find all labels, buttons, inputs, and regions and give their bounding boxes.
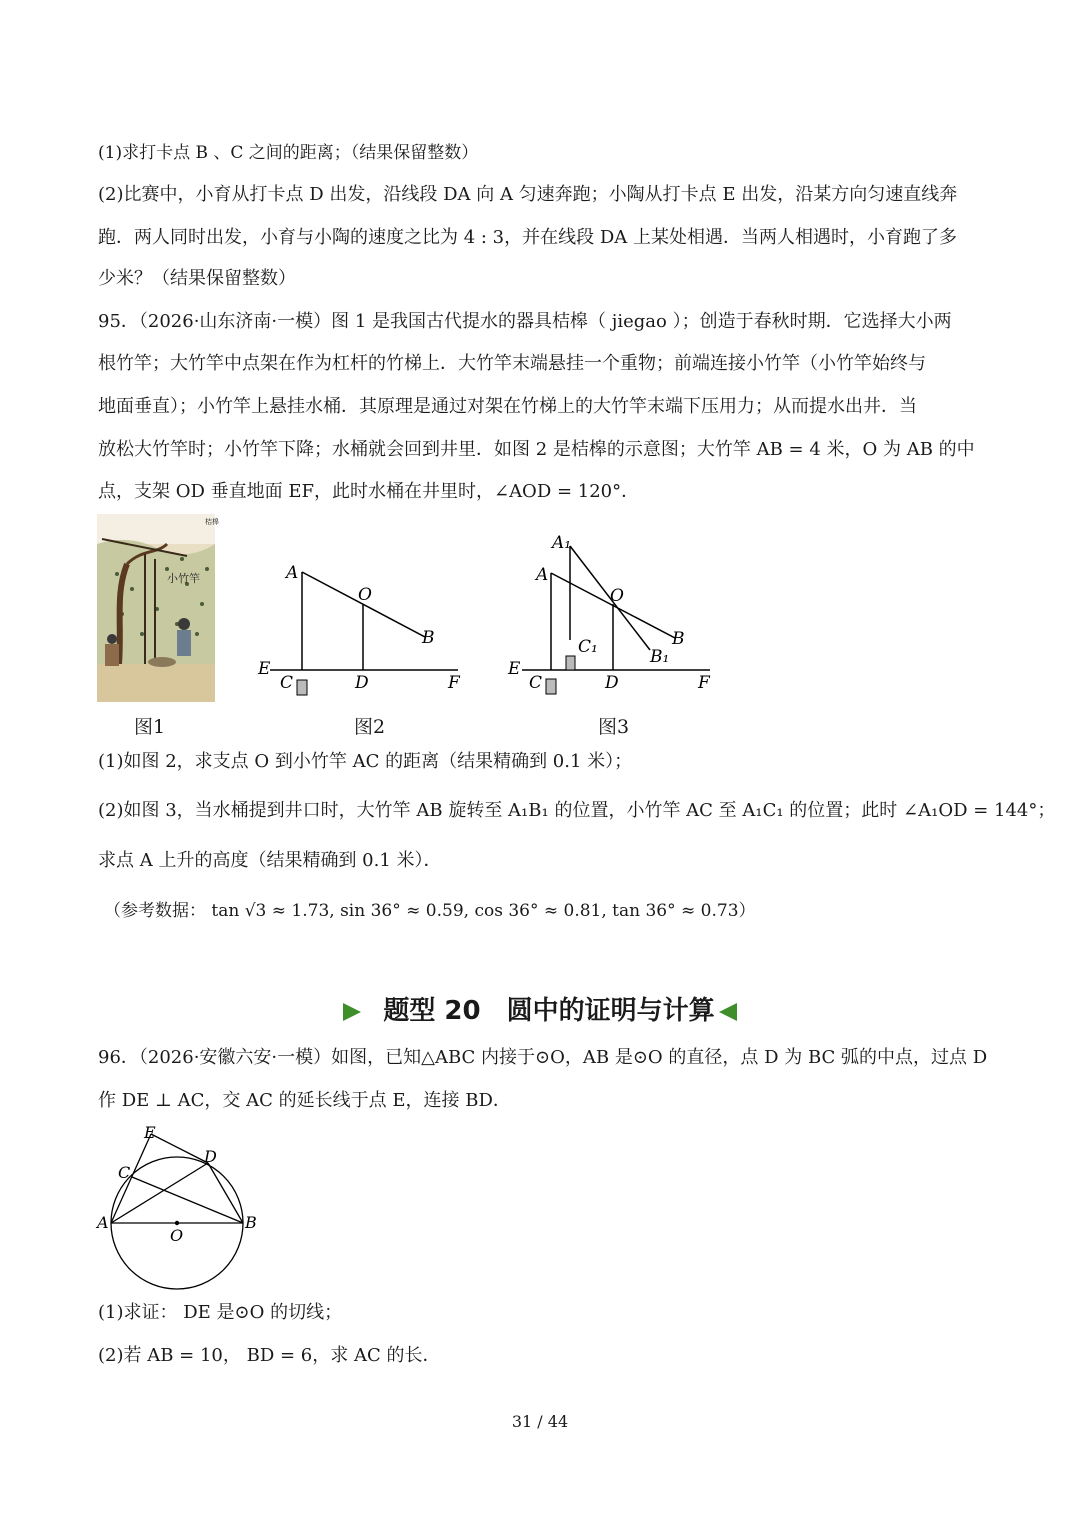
q95-line5: 点，支架 OD 垂直地面 EF，此时水桶在井里时，∠AOD = 120°． (98, 481, 640, 502)
q96-sub2: (2)若 AB = 10， BD = 6，求 AC 的长． (98, 1345, 441, 1366)
prev-q2-line3: 少米？（结果保留整数） (98, 268, 296, 289)
q95-sub2-line1: (2)如图 3，当水桶提到井口时，大竹竿 AB 旋转至 A₁B₁ 的位置，小竹竿 AC 至 A₁C₁ 的位置；此时 ∠A₁OD = 144°； (98, 800, 1056, 821)
fig3-label-a1: A₁ (552, 533, 572, 553)
q96-label-o: O (170, 1226, 184, 1245)
q96-line2: 作 DE ⊥ AC，交 AC 的延长线于点 E，连接 BD． (98, 1090, 511, 1111)
fig3-label-d: D (605, 673, 619, 693)
fig2-label-o: O (358, 585, 372, 605)
section-title: 题型 20 圆中的证明与计算 (383, 996, 715, 1026)
fig3-label-f: F (698, 673, 710, 693)
fig2-label-a: A (286, 563, 299, 583)
triangle-right-icon (343, 1003, 361, 1021)
q96-label-a: A (97, 1213, 109, 1232)
q96-label-d: D (204, 1147, 217, 1166)
prev-q2-line2: 跑．两人同时出发，小育与小陶的速度之比为 4 : 3，并在线段 DA 上某处相遇．当两人相遇时，小育跑了多 (98, 227, 958, 248)
fig3-label-e: E (508, 659, 521, 679)
q96-label-c: C (118, 1163, 131, 1182)
fig2-label-d: D (355, 673, 369, 693)
fig2-label-e: E (258, 659, 271, 679)
q96-label-e: E (144, 1123, 156, 1142)
fig2-label-f: F (448, 673, 460, 693)
fig2-label-c: C (280, 673, 294, 693)
q96-line1: 96．（2026·安徽六安·一模）如图，已知△ABC 内接于⊙O，AB 是⊙O 的直径，点 D 为 BC 弧的中点，过点 D (98, 1047, 988, 1068)
q95-sub2-line2: 求点 A 上升的高度（结果精确到 0.1 米）． (98, 850, 442, 871)
fig3-label-b1: B₁ (650, 647, 670, 667)
q95-reference: （参考数据： tan √3 ≈ 1.73, sin 36° ≈ 0.59, cos 36° ≈ 0.81, tan 36° ≈ 0.73） (104, 901, 756, 921)
q95-line3: 地面垂直）；小竹竿上悬挂水桶．其原理是通过对架在竹梯上的大竹竿末端下压用力；从而提水出井．当 (98, 396, 917, 417)
fig3-label-c1: C₁ (578, 637, 598, 657)
q95-sub1: (1)如图 2，求支点 O 到小竹竿 AC 的距离（结果精确到 0.1 米）； (98, 751, 633, 772)
fig2-caption: 图2 (354, 716, 386, 738)
q95-line1: 95．（2026·山东济南·一模）图 1 是我国古代提水的器具桔槔（ jiegao ）；创造于春秋时期．它选择大小两 (98, 311, 952, 332)
page-number: 31 / 44 (511, 1412, 569, 1431)
q96-label-b: B (245, 1213, 257, 1232)
q96-sub1: (1)求证： DE 是⊙O 的切线； (98, 1302, 343, 1323)
fig1-title: 桔槔 (205, 518, 219, 526)
fig3-label-o: O (610, 586, 624, 606)
prev-q2-line1: (2)比赛中，小育从打卡点 D 出发，沿线段 DA 向 A 匀速奔跑；小陶从打卡点 E 出发，沿某方向匀速直线奔 (98, 184, 958, 205)
triangle-left-icon (719, 1003, 737, 1021)
fig3-label-c: C (529, 673, 543, 693)
q95-line2: 根竹竿；大竹竿中点架在作为杠杆的竹梯上．大竹竿末端悬挂一个重物；前端连接小竹竿（小竹竿始终与 (98, 353, 926, 374)
fig3-diagram (500, 528, 720, 698)
fig1-illustration (97, 514, 219, 702)
prev-q1: (1)求打卡点 B 、C 之间的距离；（结果保留整数） (98, 143, 479, 163)
q96-circle-diagram (94, 1118, 274, 1293)
fig3-caption: 图3 (598, 716, 630, 738)
fig2-label-b: B (422, 628, 435, 648)
fig2-diagram (250, 556, 470, 696)
section-heading (0, 990, 1080, 1027)
fig1-caption: 图1 (134, 716, 166, 738)
fig3-label-b: B (672, 629, 685, 649)
q95-line4: 放松大竹竿时；小竹竿下降；水桶就会回到井里．如图 2 是桔槔的示意图；大竹竿 AB = 4 米，O 为 AB 的中 (98, 439, 975, 460)
fig1-label: 小竹竿 (167, 572, 200, 585)
fig3-label-a: A (536, 565, 549, 585)
